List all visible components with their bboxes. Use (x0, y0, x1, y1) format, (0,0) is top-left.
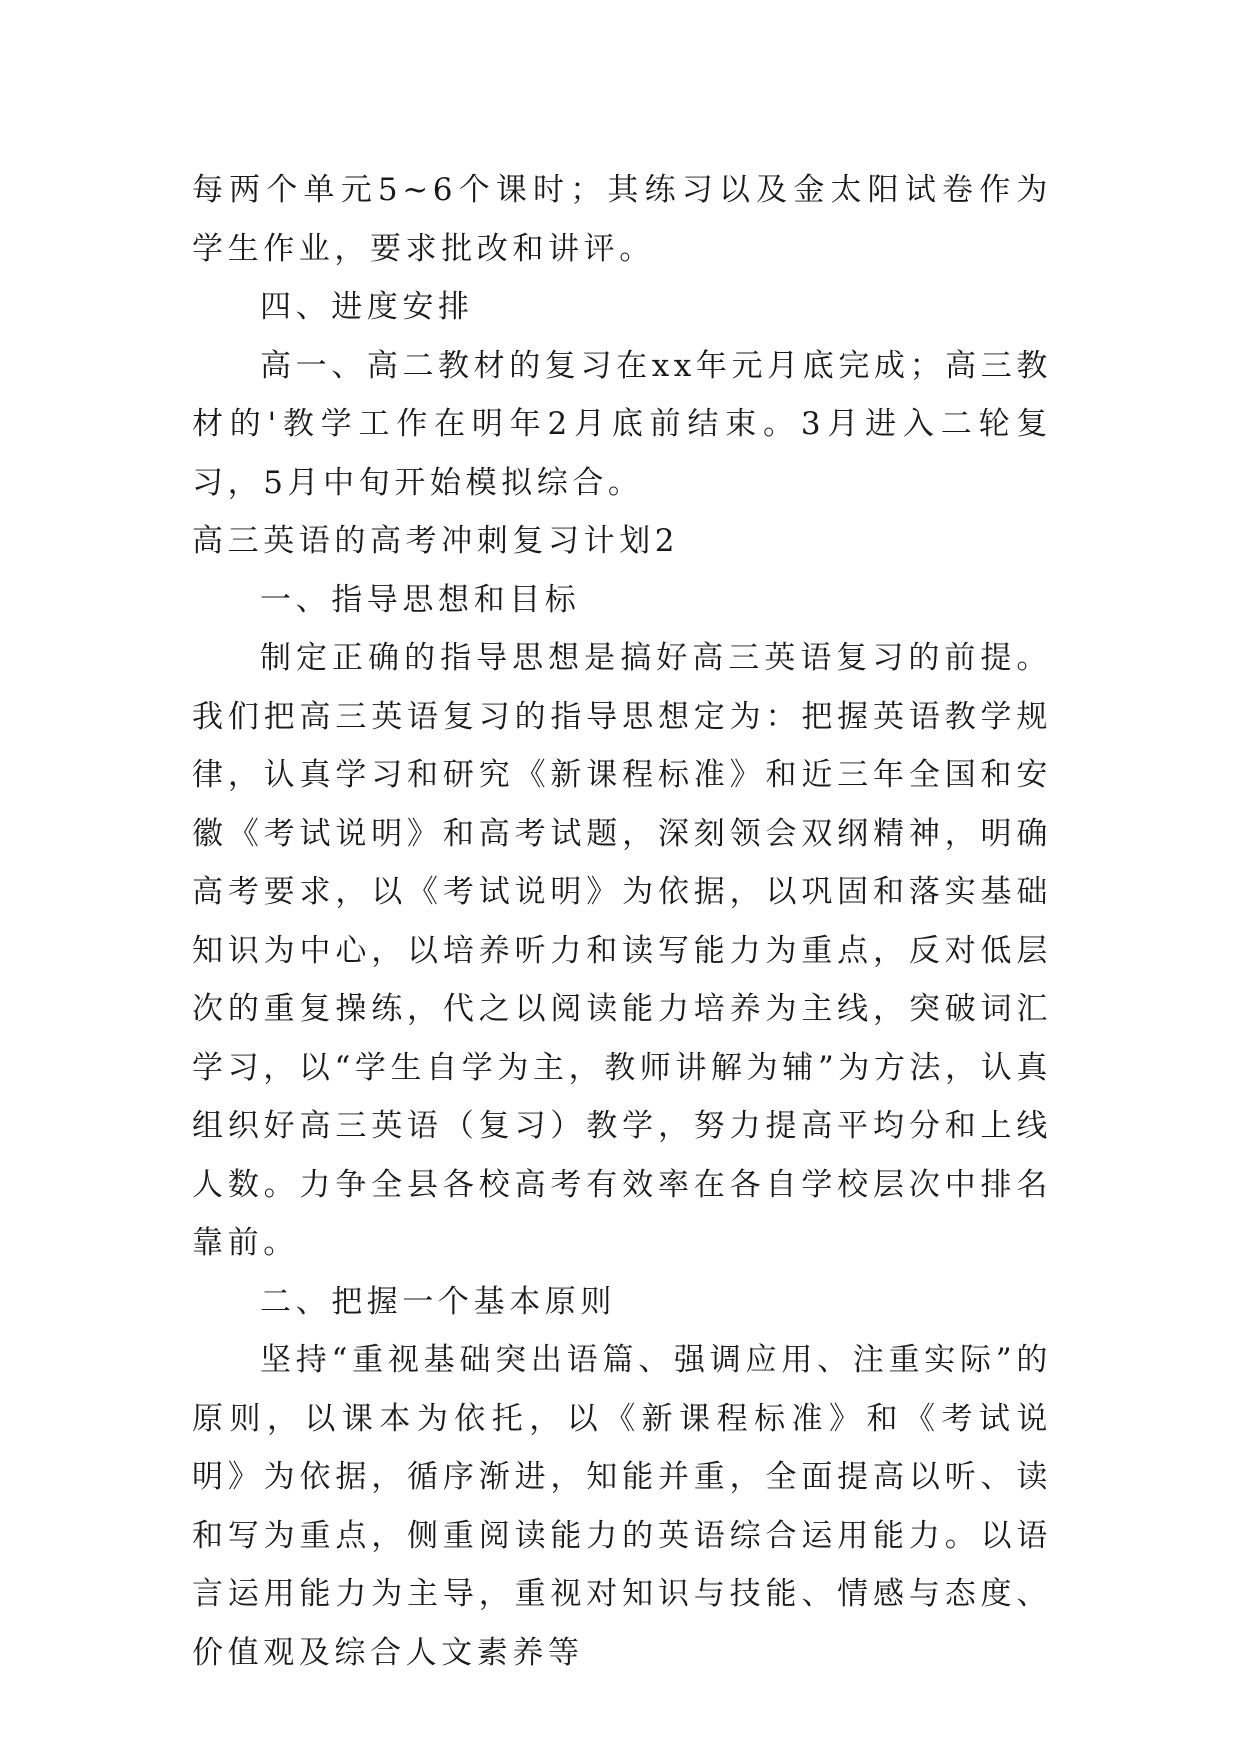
paragraph-guiding-ideas: 制定正确的指导思想是搞好高三英语复习的前提。我们把高三英语复习的指导思想定为：把握英语教学规律，认真学习和研究《新课程标准》和近三年全国和安徽《考试说明》和高考试题，深刻领会双纲精神，明确高考要求，以《考试说明》为依据，以巩固和落实基础知识为中心，以培养听力和读写能力为重点，反对低层次的重复操练，代之以阅读能力培养为主线，突破词汇学习，以“学生自学为主，教师讲解为辅”为方法，认真组织好高三英语（复习）教学，努力提高平均分和上线人数。力争全县各校高考有效率在各自学校层次中排名靠前。 (192, 640, 1052, 1261)
section-heading-basic-principle: 二、把握一个基本原则 (260, 1283, 616, 1320)
section-heading-schedule: 四、进度安排 (260, 289, 474, 325)
document-title: 高三英语的高考冲刺复习计划2 (192, 523, 680, 559)
paragraph-basic-principle: 坚持“重视基础突出语篇、强调应用、注重实际”的原则，以课本为依托，以《新课程标准》和《考试说明》为依据，循序渐进，知能并重，全面提高以听、读和写为重点，侧重阅读能力的英语综合运用能力。以语言运用能力为主导，重视对知识与技能、情感与态度、价值观及综合人文素养等 (192, 1342, 1052, 1671)
section-heading-guiding-ideas: 一、指导思想和目标 (260, 581, 581, 618)
document-body (192, 161, 1052, 1682)
paragraph-schedule: 高一、高二教材的复习在xx年元月底完成；高三教材的'教学工作在明年2月底前结束。3月进入二轮复习，5月中旬开始模拟综合。 (192, 347, 1052, 501)
paragraph-continuation: 每两个单元5~6个课时；其练习以及金太阳试卷作为学生作业，要求批改和讲评。 (192, 172, 1052, 267)
